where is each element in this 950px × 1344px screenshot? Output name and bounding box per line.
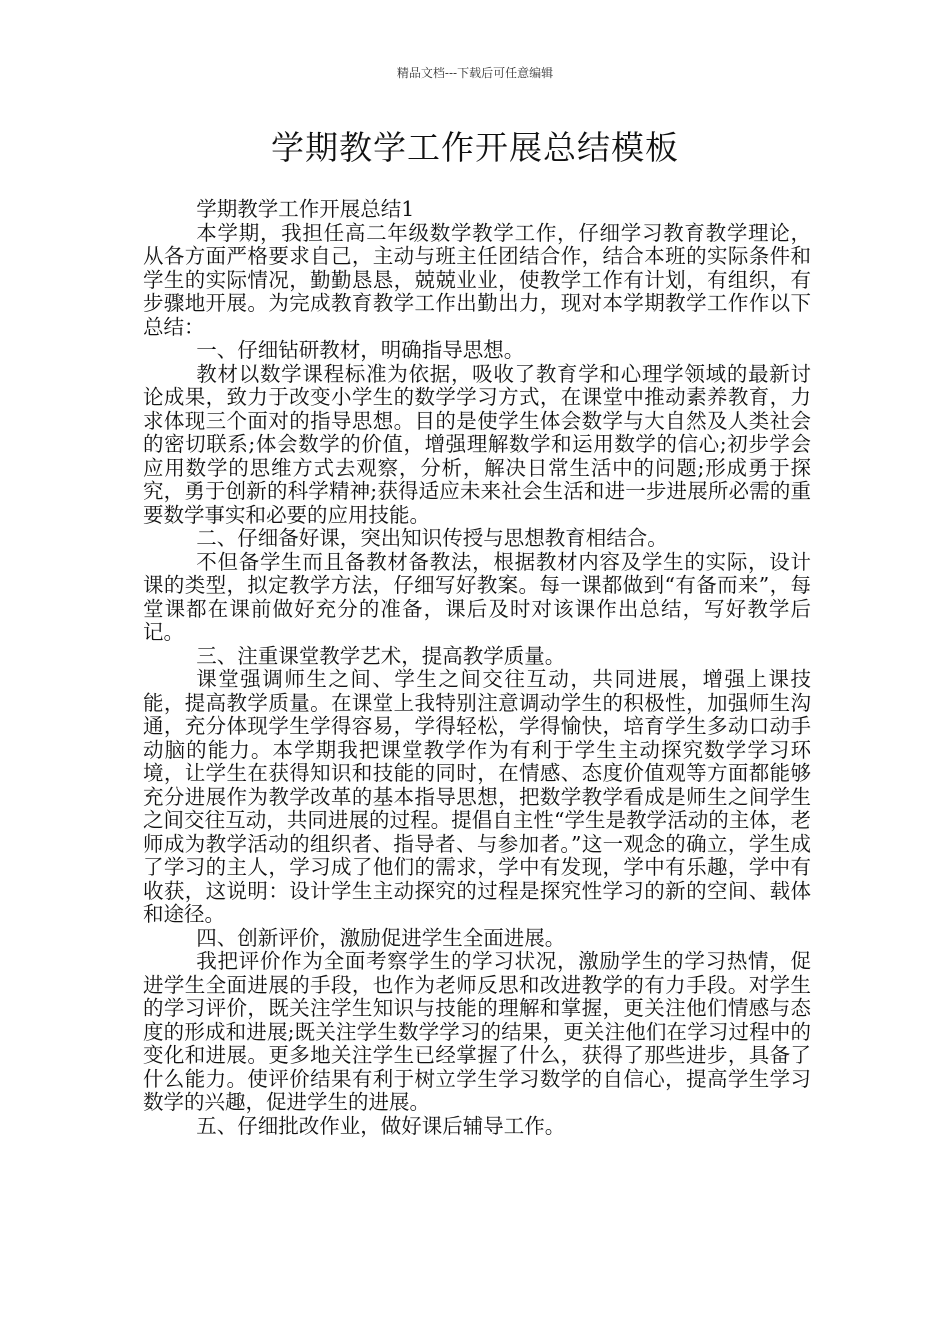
body-paragraph: 不但备学生而且备教材备教法，根据教材内容及学生的实际，设计课的类型，拟定教学方法，仔细写好教案。每一课都做到“有备而来”，每堂课都在课前做好充分的准备，课后及时对该课作出总结，写好教学后记。 [143,549,811,644]
section-heading: 学期教学工作开展总结1 [196,197,415,221]
body-paragraph: 课堂强调师生之间、学生之间交往互动，共同进展，增强上课技能，提高教学质量。在课堂上我特别注意调动学生的积极性，加强师生沟通，充分体现学生学得容易，学得轻松，学得愉快，培育学生多动口动手动脑的能力。本学期我把课堂教学作为有利于学生主动探究数学学习环境，让学生在获得知识和技能的同时，在情感、态度价值观等方面都能够充分进展作为教学改革的基本指导思想，把数学教学看成是师生之间学生之间交往互动，共同进展的过程。提倡自主性“学生是教学活动的主体，老师成为教学活动的组织者、指导者、与参加者。”这一观念的确立，学生成了学习的主人，学习成了他们的需求，学中有发现，学中有乐趣，学中有收获，这说明：设计学生主动探究的过程是探究性学习的新的空间、载体和途径。 [143,667,811,926]
section-heading: 五、仔细批改作业，做好课后辅导工作。 [196,1113,566,1138]
document-title: 学期教学工作开展总结模板 [271,128,679,167]
body-paragraph: 我把评价作为全面考察学生的学习状况，激励学生的学习热情，促进学生全面进展的手段，也作为老师反思和改进教学的有力手段。对学生的学习评价，既关注学生知识与技能的理解和掌握，更关注他们情感与态度的形成和进展;既关注学生数学学习的结果，更关注他们在学习过程中的变化和进展。更多地关注学生已经掌握了什么，获得了那些进步，具备了什么能力。使评价结果有利于树立学生学习数学的自信心，提高学生学习数学的兴趣，促进学生的进展。 [143,949,811,1114]
document-body [143,198,811,1138]
page-header: 精品文档---下载后可任意编辑 [396,66,554,80]
body-paragraph: 教材以数学课程标准为依据，吸收了教育学和心理学领域的最新讨论成果，致力于改变小学生的数学学习方式，在课堂中推动素养教育，力求体现三个面对的指导思想。目的是使学生体会数学与大自然及人类社会的密切联系;体会数学的价值，增强理解数学和运用数学的信心;初步学会应用数学的思维方式去观察，分析，解决日常生活中的问题;形成勇于探究，勇于创新的科学精神;获得适应未来社会生活和进一步进展所必需的重要数学事实和必要的应用技能。 [143,361,811,527]
section-heading: 一、仔细钻研教材，明确指导思想。 [196,338,525,362]
section-heading: 四、创新评价，激励促进学生全面进展。 [196,925,566,950]
section-heading: 三、注重课堂教学艺术，提高教学质量。 [196,643,566,668]
section-heading: 二、仔细备好课，突出知识传授与思想教育相结合。 [196,526,668,550]
body-paragraph: 本学期，我担任高二年级数学教学工作，仔细学习教育教学理论，从各方面严格要求自己，主动与班主任团结合作，结合本班的实际条件和学生的实际情况，勤勤恳恳，兢兢业业，使教学工作有计划，有组织，有步骤地开展。为完成教育教学工作出勤出力，现对本学期教学工作作以下总结： [143,220,811,339]
